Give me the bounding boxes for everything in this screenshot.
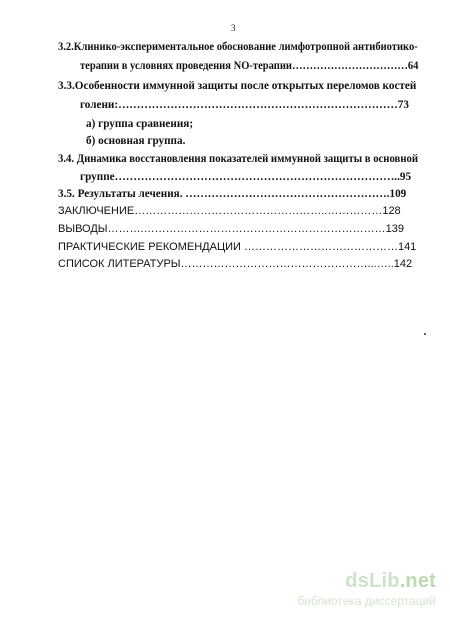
- watermark-logo: [297, 571, 436, 591]
- toc-entry-conclusion: ЗАКЛЮЧЕНИЕ……………………………………………..……………128: [58, 205, 401, 217]
- toc-entry-recommendations: ПРАКТИЧЕСКИЕ РЕКОМЕНДАЦИИ ……………………………………141: [58, 241, 417, 253]
- toc-entry-3-4-line2: группе…………………………………………………………………..95: [80, 171, 412, 183]
- watermark-logo-part1: dsLib: [345, 570, 400, 592]
- toc-entry-3-3-line2: голени:…………………………………………………………………73: [80, 99, 409, 111]
- toc-entry-3-2-line2: терапии в условиях проведения NO-терапии……………………………64: [80, 60, 419, 72]
- toc-entry-3-3-line1: 3.3.Особенности иммунной защиты после открытых переломов костей: [58, 80, 417, 92]
- toc-entry-3-4-line1: 3.4. Динамика восстановления показателей иммунной защиты в основной: [58, 153, 419, 165]
- toc-subitem-b: б) основная группа.: [86, 135, 186, 147]
- toc-subitem-a: а) группа сравнения;: [86, 118, 194, 130]
- toc-entry-3-5: 3.5. Результаты лечения. ……………………………………………….109: [58, 188, 407, 200]
- toc-entry-bibliography: СПИСОК ЛИТЕРАТУРЫ……………………………………………...…..142: [58, 258, 413, 270]
- toc-entry-findings: ВЫВОДЫ……….…………………………………………………………139: [58, 223, 404, 235]
- watermark: [297, 571, 436, 608]
- watermark-subtitle: библиотека диссертаций: [297, 594, 436, 608]
- page-number: 3: [231, 23, 236, 33]
- watermark-logo-part2: .net: [399, 570, 436, 592]
- toc-entry-3-2-line1: 3.2.Клинико-экспериментальное обоснование лимфотропной антибиотико-: [58, 41, 418, 53]
- scan-speck: [424, 333, 426, 335]
